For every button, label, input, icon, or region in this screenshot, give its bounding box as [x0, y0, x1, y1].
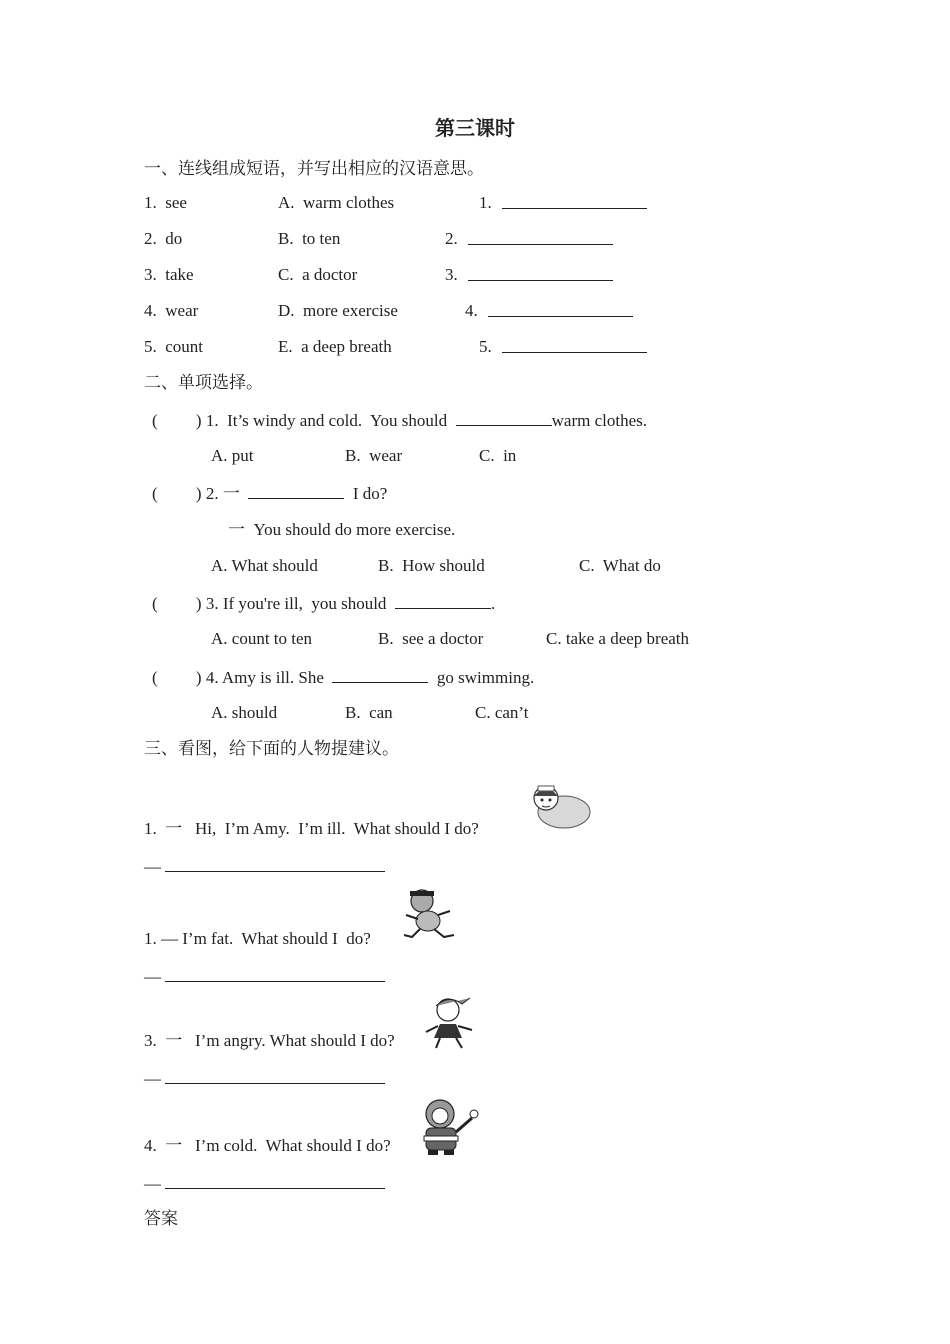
option-c[interactable]: C. can’t [475, 703, 529, 722]
question-blank[interactable] [395, 594, 491, 609]
match-word-1: 1. see [144, 193, 187, 212]
match-word-5: 5. count [144, 337, 204, 356]
section3-heading: 三、看图，给下面的人物提建议。 [144, 739, 399, 758]
question-3: ( ) 3. If you're ill, you should . [152, 594, 496, 613]
advice-blank[interactable] [165, 1069, 385, 1084]
match-word-3: 3. take [144, 265, 194, 284]
advice-question-3: 3. 一 I’m angry. What should I do? [144, 1031, 395, 1050]
answer-blank-2[interactable] [468, 230, 613, 245]
blank-number-3: 3. [445, 265, 458, 284]
question-blank[interactable] [456, 411, 552, 426]
option-a[interactable]: A. put [211, 446, 254, 465]
question-2: ( ) 2. 一 I do? [152, 484, 388, 503]
match-phrase-d: D. more exercise [278, 301, 398, 320]
option-b[interactable]: B. How should [378, 556, 485, 575]
option-a[interactable]: A. count to ten [211, 629, 313, 648]
blank-number-5: 5. [479, 337, 492, 356]
option-a[interactable]: A. should [211, 703, 278, 722]
advice-question-1: 1. 一 Hi, I’m Amy. I’m ill. What should I do? [144, 819, 479, 838]
question-1: ( ) 1. It’s windy and cold. You should warm clothes. [152, 411, 648, 430]
running-boy-image [400, 885, 460, 943]
match-phrase-e: E. a deep breath [278, 337, 392, 356]
advice-blank[interactable] [165, 857, 385, 872]
reply-line: 一 You should do more exercise. [228, 520, 456, 539]
advice-answer-1: — [144, 857, 385, 875]
advice-blank[interactable] [165, 1174, 385, 1189]
option-b[interactable]: B. wear [345, 446, 403, 465]
answer-blank-1[interactable] [502, 194, 647, 209]
answer-label: 答案 [144, 1209, 178, 1228]
answer-blank-3[interactable] [468, 266, 613, 281]
match-phrase-c: C. a doctor [278, 265, 358, 284]
section1-heading: 一、连线组成短语，并写出相应的汉语意思。 [144, 159, 484, 178]
page-title: 第三课时 [435, 118, 515, 140]
question-4: ( ) 4. Amy is ill. She go swimming. [152, 668, 535, 687]
answer-paren[interactable]: ( ) [152, 594, 206, 613]
section2-heading: 二、单项选择。 [144, 373, 263, 392]
advice-question-4: 4. 一 I’m cold. What should I do? [144, 1136, 391, 1155]
advice-question-2: 1. — I’m fat. What should I do? [144, 929, 371, 948]
advice-answer-4: — [144, 1174, 385, 1192]
match-word-2: 2. do [144, 229, 183, 248]
answer-blank-4[interactable] [488, 302, 633, 317]
answer-paren[interactable]: ( ) [152, 411, 206, 430]
blank-number-1: 1. [479, 193, 492, 212]
option-c[interactable]: C. take a deep breath [546, 629, 690, 648]
answer-blank-5[interactable] [502, 338, 647, 353]
option-c[interactable]: C. What do [579, 556, 661, 575]
option-b[interactable]: B. can [345, 703, 393, 722]
blank-number-4: 4. [465, 301, 478, 320]
match-phrase-a: A. warm clothes [278, 193, 395, 212]
option-a[interactable]: A. What should [211, 556, 318, 575]
answer-paren[interactable]: ( ) [152, 484, 206, 503]
option-b[interactable]: B. see a doctor [378, 629, 484, 648]
cold-child-image [414, 1096, 484, 1156]
match-phrase-b: B. to ten [278, 229, 341, 248]
advice-answer-3: — [144, 1069, 385, 1087]
sick-girl-in-bed-image [524, 778, 592, 832]
match-word-4: 4. wear [144, 301, 199, 320]
angry-girl-image [418, 994, 478, 1050]
answer-paren[interactable]: ( ) [152, 668, 206, 687]
advice-answer-2: — [144, 967, 385, 985]
question-blank[interactable] [248, 484, 344, 499]
blank-number-2: 2. [445, 229, 458, 248]
option-c[interactable]: C. in [479, 446, 517, 465]
question-blank[interactable] [332, 668, 428, 683]
advice-blank[interactable] [165, 967, 385, 982]
